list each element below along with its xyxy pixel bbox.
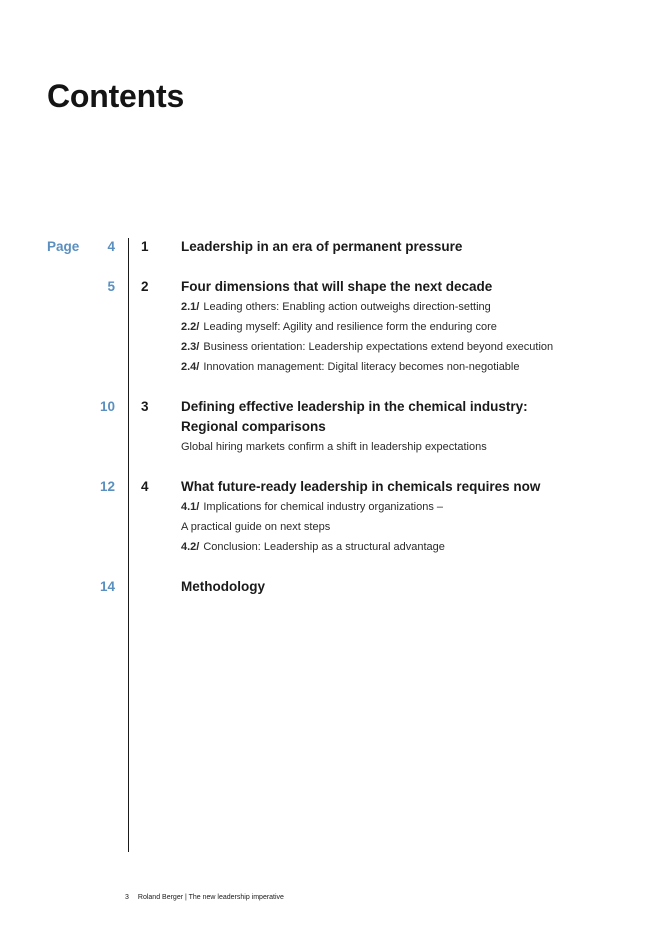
toc-chapter-title[interactable]: Defining effective leadership in the chemical industry: (181, 399, 528, 414)
toc-subsection[interactable] (181, 297, 641, 317)
toc-subsection-title: Implications for chemical industry organizations – (203, 501, 444, 513)
toc-subsection-number: 2.1/ (181, 301, 200, 313)
toc-chapter-number: 2 (141, 279, 149, 294)
toc-chapter-title[interactable]: Four dimensions that will shape the next decade (181, 279, 493, 294)
vertical-divider (128, 238, 129, 852)
page-title: Contents (47, 78, 185, 114)
toc-subsection-number: 2.3/ (181, 341, 200, 353)
toc-subsection[interactable] (181, 337, 641, 357)
page-footer (125, 892, 284, 904)
toc-subsection-title: Business orientation: Leadership expectations extend beyond execution (203, 341, 554, 353)
toc-subsection-title: Leading others: Enabling action outweighs direction-setting (203, 301, 491, 313)
toc-subsection[interactable] (181, 497, 641, 517)
toc-subsection-title: A practical guide on next steps (181, 521, 331, 533)
toc-subsection-number: 2.2/ (181, 321, 200, 333)
toc-page-number: 10 (99, 399, 115, 414)
toc-chapter-title[interactable]: Methodology (181, 579, 265, 594)
toc-subsection-number: 4.1/ (181, 501, 200, 513)
toc-chapter-title[interactable]: What future-ready leadership in chemicals requires now (181, 479, 541, 494)
toc-subsection-number: 4.2/ (181, 541, 200, 553)
toc-subsection-number: 2.4/ (181, 361, 200, 373)
toc-chapter-title-continued[interactable]: Regional comparisons (181, 419, 326, 434)
toc-page-number: 5 (107, 279, 115, 294)
toc-subsection-title: Innovation management: Digital literacy becomes non-negotiable (203, 361, 520, 373)
toc-page-number: 4 (107, 239, 115, 254)
toc-subsection-continued[interactable] (181, 517, 641, 537)
toc-page-number: 14 (99, 579, 115, 594)
toc-chapter-number: 3 (141, 399, 149, 414)
toc-subsection[interactable] (181, 317, 641, 337)
toc-subsection[interactable] (181, 537, 641, 557)
toc-subsection-title: Conclusion: Leadership as a structural advantage (203, 541, 445, 553)
footer-text: Roland Berger | The new leadership imperative (137, 894, 284, 901)
page-column-label: Page (47, 239, 80, 254)
toc-page-number: 12 (99, 479, 115, 494)
toc-subsection-title[interactable]: Global hiring markets confirm a shift in leadership expectations (181, 441, 487, 453)
toc-chapter-number: 4 (141, 479, 149, 494)
toc-chapter-title[interactable]: Leadership in an era of permanent pressure (181, 239, 463, 254)
footer-page-number: 3 (125, 894, 129, 901)
toc-chapter-number: 1 (141, 239, 149, 254)
toc-subsection[interactable] (181, 357, 641, 377)
toc-subsection-title: Leading myself: Agility and resilience form the enduring core (203, 321, 497, 333)
